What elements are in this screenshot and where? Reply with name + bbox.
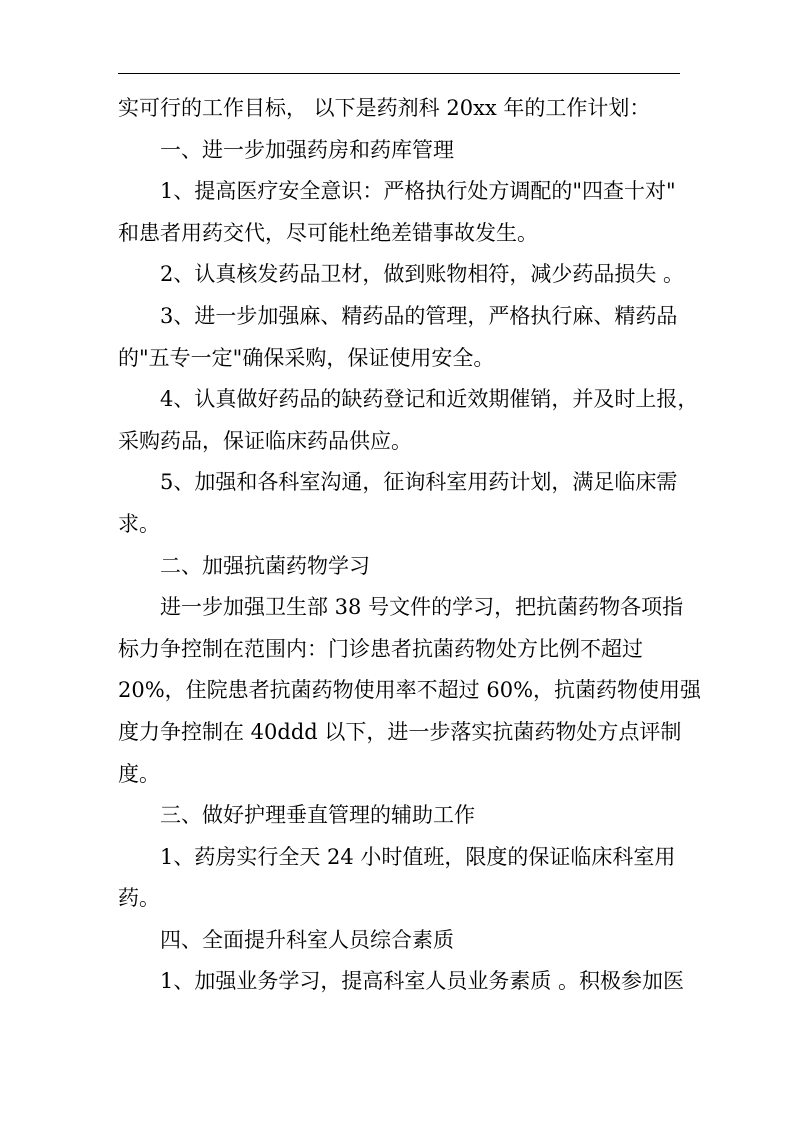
text-line: 1、加强业务学习，提高科室人员业务素质 。积极参加医 (160, 969, 685, 994)
text-line: 实可行的工作目标， 以下是药剂科 20xx 年的工作计划： (118, 96, 651, 120)
text-line: 的"五专一定"确保采购，保证使用安全。 (118, 345, 495, 370)
text-line: 采购药品，保证临床药品供应。 (118, 428, 412, 453)
document-body (118, 88, 702, 1003)
text-line: 一、进一步加强药房和药库管理 (160, 137, 454, 162)
text-line: 和患者用药交代，尽可能杜绝差错事故发生。 (118, 220, 538, 245)
text-line: 二、加强抗菌药物学习 (160, 553, 370, 578)
text-line: 进一步加强卫生部 38 号文件的学习，把抗菌药物各项指 (160, 595, 684, 620)
text-line: 药。 (118, 886, 160, 911)
header-rule (118, 73, 680, 74)
text-line: 4、认真做好药品的缺药登记和近效期催销，并及时上报， (160, 387, 699, 412)
text-line: 三、做好护理垂直管理的辅助工作 (160, 803, 475, 828)
text-line: 3、进一步加强麻、精药品的管理，严格执行麻、精药品 (160, 303, 678, 328)
text-line: 标力争控制在范围内：门诊患者抗菌药物处方比例不超过 (118, 636, 643, 661)
text-line: 1、药房实行全天 24 小时值班，限度的保证临床科室用 (160, 844, 676, 869)
text-line: 2、认真核发药品卫材，做到账物相符，减少药品损失 。 (160, 262, 685, 287)
text-line: 度。 (118, 761, 160, 786)
text-line: 度力争控制在 40ddd 以下，进一步落实抗菌药物处方点评制 (118, 719, 682, 744)
text-line: 四、全面提升科室人员综合素质 (160, 927, 454, 952)
text-line: 1、提高医疗安全意识：严格执行处方调配的"四查十对" (160, 179, 676, 204)
text-line: 5、加强和各科室沟通，征询科室用药计划，满足临床需 (160, 470, 678, 495)
text-line: 20%，住院患者抗菌药物使用率不超过 60%，抗菌药物使用强 (118, 678, 702, 703)
text-line: 求。 (118, 511, 160, 536)
